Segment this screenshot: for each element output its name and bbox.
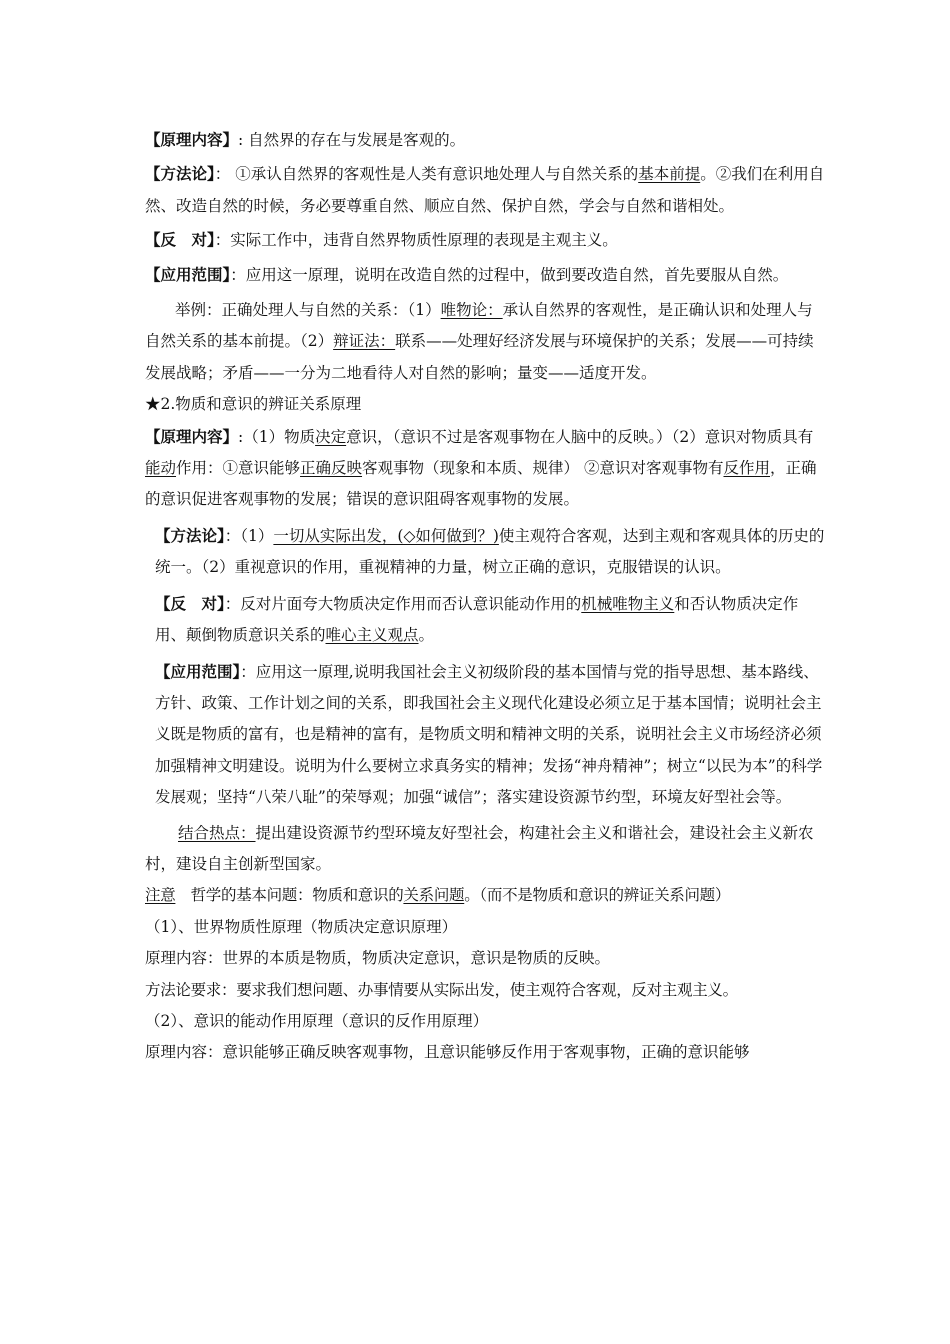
materialism-underlined: 唯物论： [440, 301, 503, 320]
s2-methodology-paragraph [145, 520, 825, 584]
s2-oppose-text-1: ：反对片面夸大物质决定作用而否认意识能动作用的 [224, 594, 582, 613]
principle-content-paragraph [145, 124, 825, 156]
reaction-underlined: 反作用 [723, 459, 770, 478]
decide-underlined: 决定 [315, 427, 347, 446]
methodology-text-b: 。②我们在利用自然、改造自然的时候，务必要尊重自然、顺应自然、保护自然，学会与自然和谐相处。 [145, 165, 825, 215]
s2-method-text-2: 使主观符合客观，达到主观和客观具体的历史的统一。（2）重视意识的作用，重视精神的力量，树立正确的意识，克服错误的认识。 [155, 526, 825, 577]
hotspot-label-underlined: 结合热点： [178, 823, 256, 842]
application-scope-text: ：应用这一原理，说明在改造自然的过程中，做到要改造自然，首先要服从自然。 [230, 265, 789, 284]
s2-principle-content-paragraph [145, 421, 825, 516]
oppose-text: ：实际工作中，违背自然界物质性原理的表现是主观主义。 [214, 231, 618, 250]
list-item-heading-2: （2）、意识的能动作用原理（意识的反作用原理） [145, 1011, 489, 1030]
relation-question-underlined: 关系问题 [403, 886, 465, 905]
idealism-underlined: 唯心主义观点 [325, 626, 419, 645]
hotspot-paragraph [145, 818, 825, 881]
dialectics-underlined: 辩证法： [333, 332, 396, 351]
proceed-from-reality-underlined: 一切从实际出发，(◇如何做到？) [273, 526, 499, 545]
s2-application-scope-label: 【应用范围】 [155, 661, 241, 681]
s2-application-scope-text: ：应用这一原理,说明我国社会主义初级阶段的基本国情与党的指导思想、基本路线、方针、政策、工作计划之间的关系，即我国社会主义现代化建设必须立足于基本国情；说明社会主义既是物质的富有，也是精神的富有，是物质文明和精神文明的关系，说明社会主义市场经济必须加强精神文明建设。说明为什么要树立求真务实的精神；发扬“神舟精神”；树立“以民为本”的科学发展观；坚持“八荣八耻”的荣辱观；加强“诚信”；落实建设资源节约型，环境友好型社会等。 [155, 662, 823, 807]
s2-methodology-label: 【方法论】 [155, 525, 225, 545]
methodology-label: 【方法论】 [145, 164, 215, 184]
s2-oppose-text-2: 和否认物质决定作用、颠倒物质意识关系的 [155, 594, 799, 645]
example-text-2: 承认自然界的客观性，是正确认识和处理人与自然关系的基本前提。（2） [145, 301, 813, 351]
note-text-1: 哲学的基本问题：物质和意识的 [175, 886, 404, 905]
basic-premise-underlined: 基本前提 [638, 165, 701, 184]
example-text-1: 举例：正确处理人与自然的关系：（1） [175, 301, 441, 320]
methodology-text-a: ： ①承认自然界的客观性是人类有意识地处理人与自然关系的 [214, 165, 639, 184]
s2-oppose-label: 【反 对】 [155, 593, 225, 613]
s2-principle-content-label: 【原理内容】 [145, 426, 239, 446]
note-label-underlined: 注意 [145, 886, 176, 905]
list-item-method-1: 方法论要求：要求我们想问题、办事情要从实际出发，使主观符合客观，反对主观主义。 [145, 980, 738, 999]
correct-reflection-underlined: 正确反映 [300, 459, 363, 478]
note-text-2: 。（而不是物质和意识的辨证关系问题） [464, 886, 731, 905]
note-paragraph [145, 880, 825, 911]
section-2-title: ★2.物质和意识的辨证关系原理 [145, 395, 362, 414]
example-text-3: 联系——处理好经济发展与环境保护的关系；发展——可持续发展战略；矛盾——一分为二地看待人对自然的影响；量变——适度开发。 [145, 332, 814, 382]
s2-method-text-1: ：（1） [224, 526, 274, 545]
s2-content-text-5: ，正确的意识促进客观事物的发展；错误的意识阻碍客观事物的发展。 [145, 459, 817, 509]
oppose-paragraph [145, 224, 825, 256]
principle-content-text: : 自然界的存在与发展是客观的。 [238, 131, 466, 149]
methodology-paragraph [145, 158, 825, 222]
application-scope-paragraph [145, 259, 825, 291]
s2-content-text-4: 客观事物（现象和本质、规律） ②意识对客观事物有 [362, 459, 724, 478]
hotspot-text: 提出建设资源节约型环境友好型社会，构建社会主义和谐社会，建设社会主义新农村，建设自主创新型国家。 [145, 823, 814, 873]
active-underlined: 能动 [145, 459, 177, 478]
principle-content-label: 【原理内容】 [145, 130, 239, 149]
mechanical-materialism-underlined: 机械唯物主义 [581, 594, 675, 613]
s2-content-text-1: :（1）物质 [238, 427, 316, 446]
application-scope-label: 【应用范围】 [145, 264, 231, 284]
s2-content-text-2: 意识，（意识不过是客观事物在人脑中的反映。）（2）意识对物质具有 [346, 427, 814, 446]
example-paragraph [145, 295, 825, 389]
document-page [145, 124, 825, 1069]
s2-content-text-3: 作用：①意识能够 [176, 459, 301, 478]
list-item-principle-1: 原理内容：世界的本质是物质，物质决定意识，意识是物质的反映。 [145, 949, 611, 968]
s2-oppose-text-3: 。 [418, 626, 435, 645]
oppose-label: 【反 对】 [145, 230, 215, 250]
list-item-principle-2: 原理内容：意识能够正确反映客观事物，且意识能够反作用于客观事物，正确的意识能够 [145, 1043, 750, 1062]
list-item-heading-1: （1）、世界物质性原理（物质决定意识原理） [145, 917, 458, 936]
s2-application-scope-paragraph [145, 656, 825, 814]
s2-oppose-paragraph [145, 588, 825, 652]
